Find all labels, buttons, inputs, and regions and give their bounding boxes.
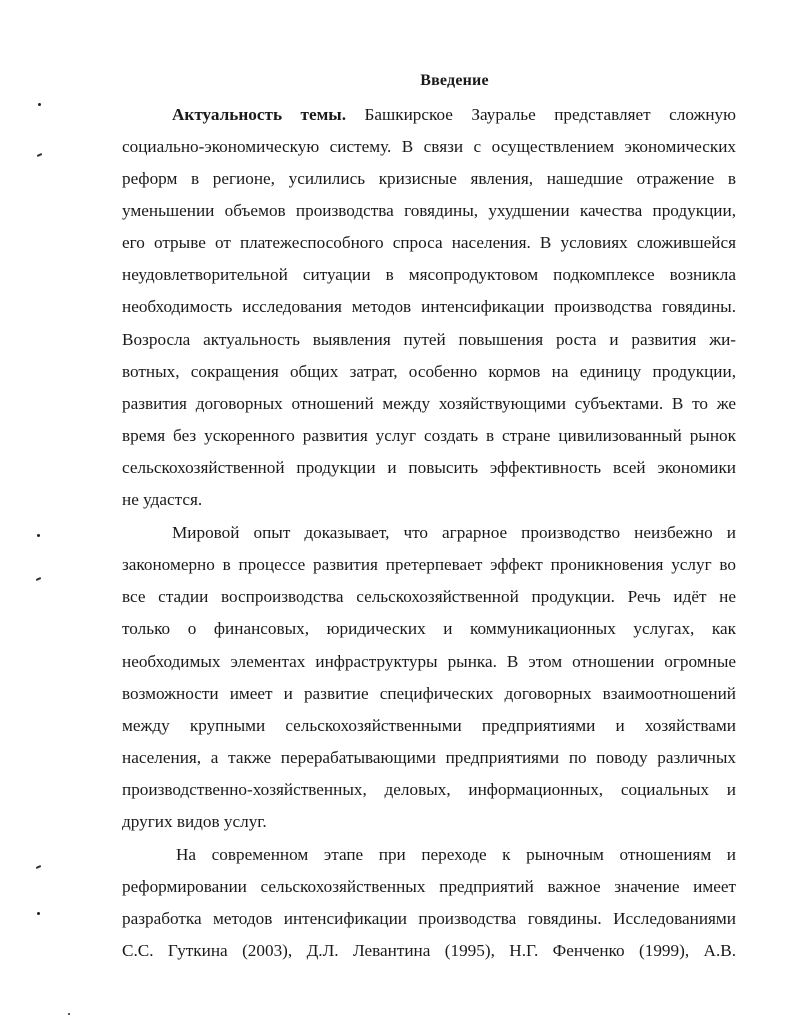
paragraph-1-line: социально-экономическую систему. В связи с осуществлением экономических [122, 137, 736, 156]
paragraph-1-line: время без ускоренного развития услуг создать в стране цивилизованный рынок [122, 426, 736, 445]
topic-relevance-heading: Актуальность темы. [172, 105, 346, 124]
paragraph-2-line: населения, а также перерабатывающими предприятиями по поводу различных [122, 748, 736, 767]
paragraph-1-line: реформ в регионе, усилились кризисные явления, нашедшие отражение в [122, 169, 736, 188]
paragraph-1-line: вотных, сокращения общих затрат, особенно кормов на единицу продукции, [122, 362, 736, 381]
paragraph-1-line: не удастся. [122, 490, 203, 509]
paragraph-1-line: необходимость исследования методов интенсификации производства говядины. [122, 297, 736, 316]
scan-mark [37, 534, 40, 537]
paragraph-1-line-1 [172, 104, 736, 126]
paragraph-1-line: его отрыве от платежеспособного спроса населения. В условиях сложившейся [122, 233, 736, 252]
scan-mark [37, 912, 40, 915]
paragraph-2-line: возможности имеет и развитие специфических договорных взаимоотношений [122, 684, 736, 703]
paragraph-2-line: только о финансовых, юридических и коммуникационных услугах, как [122, 619, 736, 638]
paragraph-2-line: Мировой опыт доказывает, что аграрное производство неизбежно и [172, 523, 736, 542]
paragraph-3-line: разработка методов интенсификации производства говядины. Исследованиями [122, 909, 736, 928]
paragraph-2-line: производственно-хозяйственных, деловых, информационных, социальных и [122, 780, 736, 799]
scan-mark [38, 103, 41, 106]
paragraph-3-line: На современном этапе при переходе к рыночным отношениям и [176, 845, 736, 864]
paragraph-2-line: все стадии воспроизводства сельскохозяйственной продукции. Речь идёт не [122, 587, 736, 606]
paragraph-2-line: необходимых элементах инфраструктуры рынка. В этом отношении огромные [122, 652, 736, 671]
paragraph-1-line: развития договорных отношений между хозяйствующими субъектами. В то же [122, 394, 736, 413]
paragraph-1-line-1-text: Башкирское Зауралье представляет сложную [364, 105, 736, 124]
page-title: Введение [420, 72, 489, 89]
paragraph-2-line: закономерно в процессе развития претерпевает эффект проникновения услуг во [122, 555, 736, 574]
paragraph-1-line: уменьшении объемов производства говядины, ухудшении качества продукции, [122, 201, 736, 220]
scan-mark [37, 153, 42, 157]
paragraph-1-line: неудовлетворительной ситуации в мясопродуктовом подкомплексе возникла [122, 265, 736, 284]
scan-mark [68, 1013, 70, 1015]
scan-mark [36, 865, 41, 869]
paragraph-1-line: Возросла актуальность выявления путей повышения роста и развития жи- [122, 330, 736, 349]
paragraph-2-line: между крупными сельскохозяйственными предприятиями и хозяйствами [122, 716, 736, 735]
scan-mark [36, 577, 41, 581]
paragraph-3-line: реформировании сельскохозяйственных предприятий важное значение имеет [122, 877, 736, 896]
paragraph-1-line: сельскохозяйственной продукции и повысить эффективность всей экономики [122, 458, 736, 477]
paragraph-2-line: других видов услуг. [122, 812, 267, 831]
paragraph-3-line: С.С. Гуткина (2003), Д.Л. Левантина (1995), Н.Г. Фенченко (1999), А.В. [122, 941, 736, 960]
